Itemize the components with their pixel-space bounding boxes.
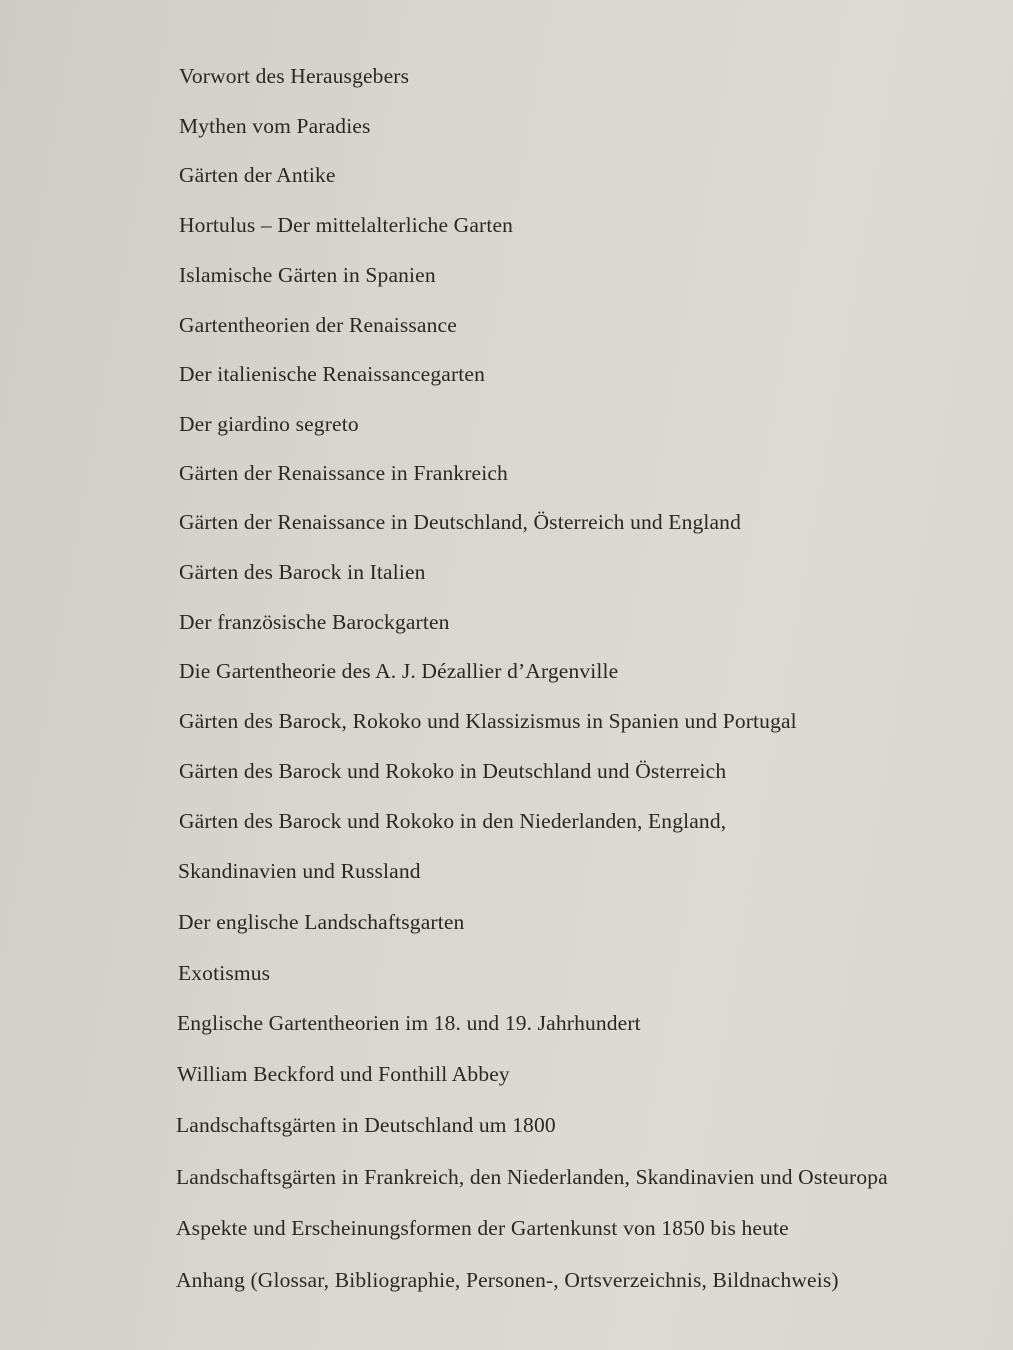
toc-entry-islamische-gaerten: Islamische Gärten in Spanien [179, 263, 436, 287]
toc-entry-gartentheorien-renaissance: Gartentheorien der Renaissance [179, 313, 457, 337]
toc-entry-barock-niederlande-cont: Skandinavien und Russland [178, 859, 421, 883]
toc-entry-englische-gartentheorien: Englische Gartentheorien im 18. und 19. Jahrhundert [177, 1011, 641, 1035]
toc-entry-barock-italien: Gärten des Barock in Italien [179, 560, 426, 584]
toc-entry-englische-landschaftsgarten: Der englische Landschaftsgarten [178, 910, 465, 934]
toc-entry-barock-spanien-portugal: Gärten des Barock, Rokoko und Klassizismus in Spanien und Portugal [179, 709, 797, 733]
toc-entry-gartenkunst-1850: Aspekte und Erscheinungsformen der Gartenkunst von 1850 bis heute [176, 1216, 789, 1240]
toc-entry-hortulus: Hortulus – Der mittelalterliche Garten [179, 213, 514, 237]
toc-entry-vorwort: Vorwort des Herausgebers [179, 64, 410, 88]
toc-entry-italienische-renaissancegarten: Der italienische Renaissancegarten [179, 362, 485, 386]
toc-entry-renaissance-frankreich: Gärten der Renaissance in Frankreich [179, 461, 508, 485]
toc-entry-dezallier-argenville: Die Gartentheorie des A. J. Dézallier d’Argenville [179, 659, 619, 683]
toc-entry-landschaftsgaerten-deutschland: Landschaftsgärten in Deutschland um 1800 [176, 1113, 556, 1137]
toc-entry-barock-niederlande: Gärten des Barock und Rokoko in den Niederlanden, England, [179, 809, 727, 833]
toc-entry-giardino-segreto: Der giardino segreto [179, 412, 359, 436]
toc-entry-exotismus: Exotismus [178, 961, 271, 985]
toc-entry-mythen: Mythen vom Paradies [179, 114, 371, 138]
toc-entry-beckford-fonthill: William Beckford und Fonthill Abbey [177, 1062, 510, 1086]
toc-entry-franzoesische-barockgarten: Der französische Barockgarten [179, 610, 450, 634]
toc-entry-anhang: Anhang (Glossar, Bibliographie, Personen-, Ortsverzeichnis, Bildnachweis) [176, 1268, 839, 1292]
toc-entry-renaissance-deutschland: Gärten der Renaissance in Deutschland, Österreich und England [179, 510, 741, 534]
toc-entry-landschaftsgaerten-frankreich: Landschaftsgärten in Frankreich, den Niederlanden, Skandinavien und Osteuropa [176, 1165, 888, 1189]
toc-entry-barock-deutschland: Gärten des Barock und Rokoko in Deutschland und Österreich [179, 759, 727, 783]
toc-entry-antike: Gärten der Antike [179, 163, 336, 187]
